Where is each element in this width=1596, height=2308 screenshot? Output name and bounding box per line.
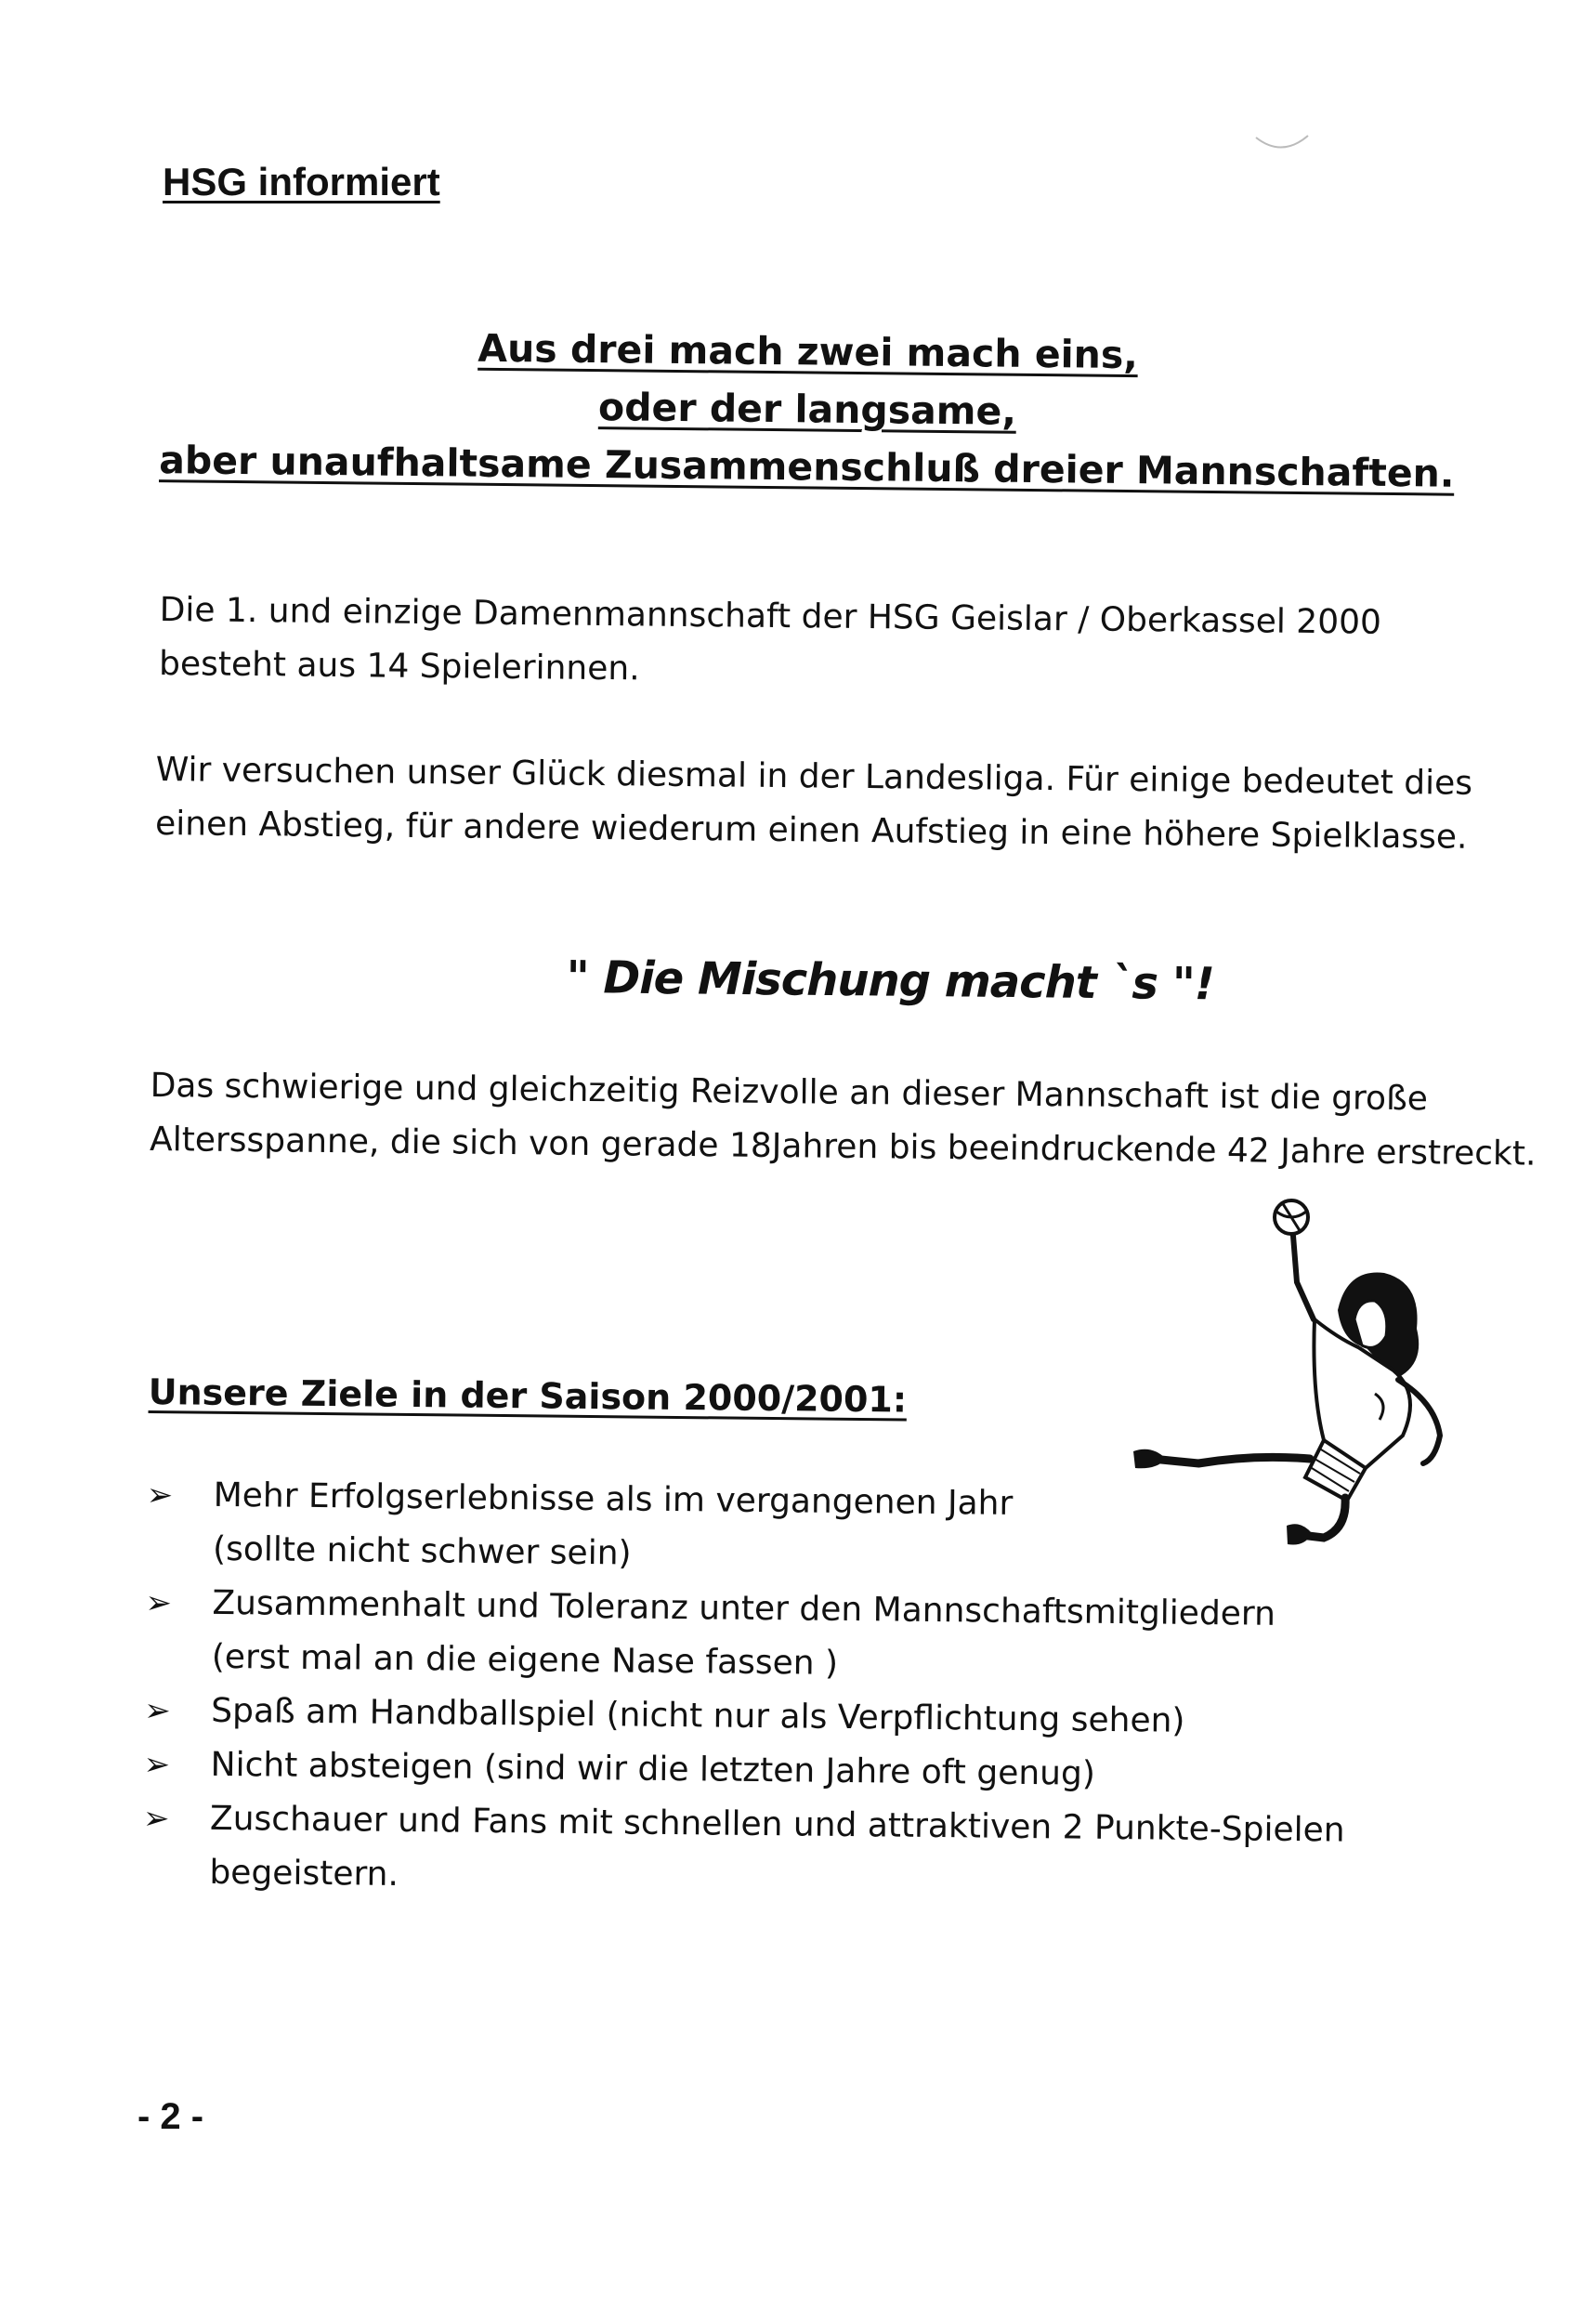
scan-mark-icon — [1254, 130, 1310, 158]
title-line-1: Aus drei mach zwei mach eins, — [477, 325, 1139, 378]
arrow-bullet-icon: ➢ — [143, 1746, 171, 1784]
goal-text: Spaß am Handballspiel (nicht nur als Verpflichtung sehen) — [211, 1691, 1185, 1740]
goal-text: Mehr Erfolgserlebnisse als im vergangenen Jahr — [213, 1475, 1014, 1523]
slogan: " Die Mischung macht `s "! — [566, 951, 1214, 1011]
age-range-paragraph: Das schwierige und gleichzeitig Reizvolle an dieser Mannschaft ist die große Altersspanne, die sich von gerade 18Jahren bis beeindruckende 42 Jahre erstreckt. — [149, 1066, 1537, 1174]
league-paragraph: Wir versuchen unser Glück diesmal in der Landesliga. Für einige bedeutet dies einen Abstieg, für andere wiederum einen Aufstieg in eine höhere Spielklasse. — [154, 750, 1473, 857]
list-item — [135, 1791, 1492, 1913]
article-title — [147, 316, 1468, 503]
title-line-3: aber unaufhaltsame Zusammenschluß dreier Mannschaften. — [158, 438, 1455, 496]
goal-text: Nicht absteigen (sind wir die letzten Jahre oft genug) — [210, 1745, 1096, 1793]
goals-heading: Unsere Ziele in der Saison 2000/2001: — [148, 1371, 908, 1421]
section-label: HSG informiert — [163, 160, 440, 203]
arrow-bullet-icon: ➢ — [142, 1800, 170, 1838]
goal-subtext: (erst mal an die eigene Nase fassen ) — [211, 1637, 839, 1683]
goal-subtext: begeistern. — [209, 1853, 399, 1894]
intro-paragraph: Die 1. und einzige Damenmannschaft der HSG Geislar / Oberkassel 2000 besteht aus 14 Spielerinnen. — [158, 590, 1382, 688]
arrow-bullet-icon: ➢ — [145, 1584, 173, 1622]
goal-text: Zuschauer und Fans mit schnellen und attraktiven 2 Punkte-Spielen — [209, 1799, 1345, 1850]
list-item — [138, 1468, 1496, 1590]
goal-text: Zusammenhalt und Toleranz unter den Mannschaftsmitgliedern — [212, 1583, 1276, 1633]
goals-list — [135, 1468, 1496, 1913]
list-item — [137, 1576, 1495, 1698]
goal-subtext: (sollte nicht schwer sein) — [212, 1529, 632, 1573]
arrow-bullet-icon: ➢ — [146, 1476, 174, 1515]
arrow-bullet-icon: ➢ — [144, 1692, 171, 1730]
title-line-2: oder der langsame, — [597, 385, 1017, 434]
page-number: - 2 - — [137, 2096, 204, 2137]
